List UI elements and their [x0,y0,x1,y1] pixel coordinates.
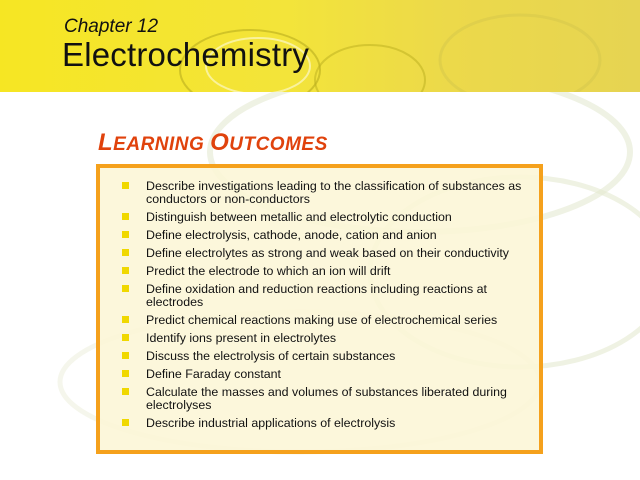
outcome-text: Describe investigations leading to the classification of substances as conductors or non-conductors [146,179,522,206]
slide-title: Electrochemistry [62,36,310,73]
outcome-item [118,180,531,206]
outcome-text: Discuss the electrolysis of certain substances [146,349,396,363]
square-bullet-icon [122,182,129,189]
outcome-item [118,417,531,430]
outcome-text: Describe industrial applications of electrolysis [146,416,396,430]
outcome-text: Distinguish between metallic and electrolytic conduction [146,210,452,224]
outcome-item [118,229,531,242]
square-bullet-icon [122,213,129,220]
square-bullet-icon [122,316,129,323]
square-bullet-icon [122,285,129,292]
chapter-label: Chapter 12 [64,16,159,37]
outcome-text: Define oxidation and reduction reactions including reactions at electrodes [146,282,487,309]
outcome-text: Define electrolytes as strong and weak based on their conductivity [146,246,509,260]
outcome-item [118,211,531,224]
heading-text: EARNING [113,134,211,155]
square-bullet-icon [122,249,129,256]
learning-outcomes-box [96,164,543,454]
outcome-item [118,350,531,363]
outcome-text: Define Faraday constant [146,367,281,381]
section-heading [98,129,328,157]
outcome-item [118,386,531,412]
outcome-text: Identify ions present in electrolytes [146,331,337,345]
square-bullet-icon [122,231,129,238]
heading-initial: O [210,129,230,156]
square-bullet-icon [122,267,129,274]
square-bullet-icon [122,419,129,426]
square-bullet-icon [122,334,129,341]
outcome-text: Calculate the masses and volumes of substances liberated during electrolyses [146,385,507,412]
square-bullet-icon [122,352,129,359]
learning-outcomes-list [100,168,539,430]
heading-initial: L [98,129,114,156]
outcome-item [118,247,531,260]
outcome-item [118,283,531,309]
outcome-text: Predict the electrode to which an ion will drift [146,264,391,278]
title-banner [0,0,640,92]
square-bullet-icon [122,388,129,395]
outcome-text: Define electrolysis, cathode, anode, cation and anion [146,228,437,242]
heading-text: UTCOMES [229,134,328,155]
outcome-item [118,368,531,381]
outcome-text: Predict chemical reactions making use of electrochemical series [146,313,498,327]
outcome-item [118,314,531,327]
outcome-item [118,265,531,278]
outcome-item [118,332,531,345]
square-bullet-icon [122,370,129,377]
